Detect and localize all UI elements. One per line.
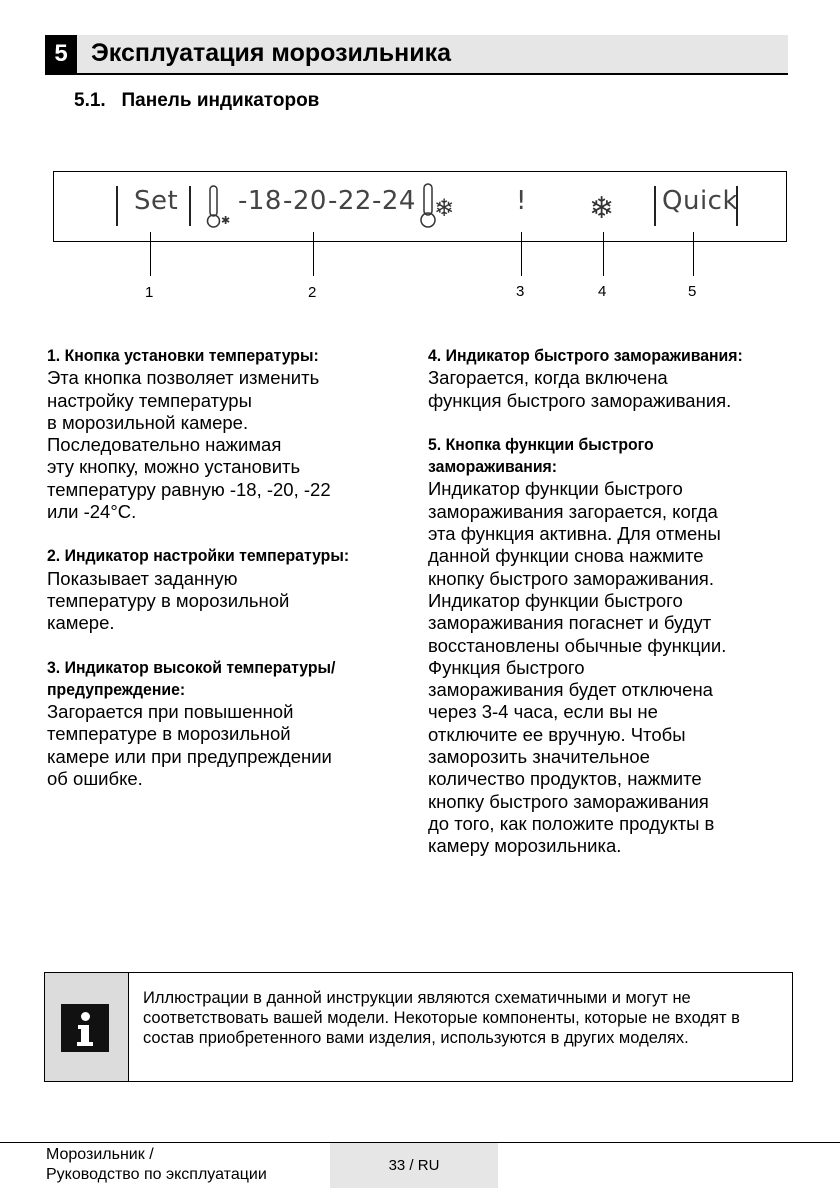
item-1-heading: 1. Кнопка установки температуры: — [47, 346, 319, 365]
callout-line — [150, 232, 151, 276]
info-icon — [61, 1004, 109, 1052]
left-column — [47, 345, 417, 790]
callout-number: 1 — [145, 284, 154, 301]
section-header — [45, 35, 788, 75]
item-3-heading: 3. Индикатор высокой температуры/ предупреждение: — [47, 657, 336, 699]
indicator-panel — [53, 171, 787, 242]
warning-label: ! — [516, 186, 527, 216]
temp-22: -22 — [328, 186, 372, 216]
thermometer-snowflake-icon — [420, 182, 460, 230]
callout-number: 3 — [516, 283, 525, 300]
callout-number: 5 — [688, 283, 697, 300]
temp-20: -20 — [283, 186, 327, 216]
item-5-heading: 5. Кнопка функции быстрого замораживания: — [428, 434, 654, 477]
right-column — [428, 345, 798, 858]
panel-divider — [654, 186, 656, 226]
callout-line — [521, 232, 522, 276]
snowflake-icon — [588, 190, 622, 224]
temp-18: -18 — [238, 186, 282, 216]
set-label: Set — [134, 186, 179, 216]
note-icon-area — [45, 973, 129, 1081]
callout-number: 4 — [598, 283, 607, 300]
item-3-text: Загорается при повышенной температуре в морозильной камере или при предупреждении об ошибке. — [47, 701, 332, 790]
svg-text:❄: ❄ — [434, 194, 455, 222]
callout-line — [603, 232, 604, 276]
footer-document-title — [46, 1145, 267, 1185]
item-2-heading: 2. Индикатор настройки температуры: — [47, 546, 350, 566]
quick-label: Quick — [662, 186, 739, 216]
footer-line-2: Руководство по эксплуатации — [46, 1166, 267, 1183]
thermometer-icon — [204, 184, 232, 230]
page-number: 33 / RU — [330, 1143, 498, 1188]
panel-divider — [736, 186, 738, 226]
panel-divider — [116, 186, 118, 226]
panel-divider — [189, 186, 191, 226]
svg-text:✱: ✱ — [221, 214, 231, 227]
info-note — [44, 972, 793, 1082]
callout-number: 2 — [308, 284, 317, 301]
item-5-text: Индикатор функции быстрого замораживания загорается, когда эта функция активна. Для отмены данной функции снова нажмите кнопку быстрого замораживания. Индикатор функции быстрого замораживания погаснет и будут восстановлены обычные функции. Функция быстрого замораживания будет отключена через 3-4 часа, если вы не отключите ее вручную. Чтобы заморозить значительное количество продуктов, нажмите кнопку быстрого замораживания до того, как положите продукты в камеру морозильника. — [428, 478, 727, 857]
note-text: Иллюстрации в данной инструкции являются схематичными и могут не соответствовать вашей модели. Некоторые компоненты, которые не входят в состав приобретенного вами изделия, используются в других моделях. — [143, 989, 740, 1047]
item-2-text: Показывает заданную температуру в морозильной камере. — [47, 567, 290, 634]
subsection-title: 5.1. Панель индикаторов — [74, 90, 320, 111]
item-4-text: Загорается, когда включена функция быстрого замораживания. — [428, 367, 732, 411]
callout-line — [313, 232, 314, 276]
item-1-text: Эта кнопка позволяет изменить настройку температуры в морозильной камере. Последовательно нажимая эту кнопку, можно установить температуру равную -18, -20, -22 или -24°С. — [47, 367, 331, 523]
footer-line-1: Морозильник / — [46, 1146, 154, 1163]
callout-line — [693, 232, 694, 276]
svg-text:❄: ❄ — [589, 191, 615, 224]
section-title: Эксплуатация морозильника — [91, 39, 451, 67]
item-4-heading: 4. Индикатор быстрого замораживания: — [428, 346, 743, 365]
section-number: 5 — [45, 35, 77, 73]
temp-24: -24 — [372, 186, 416, 216]
